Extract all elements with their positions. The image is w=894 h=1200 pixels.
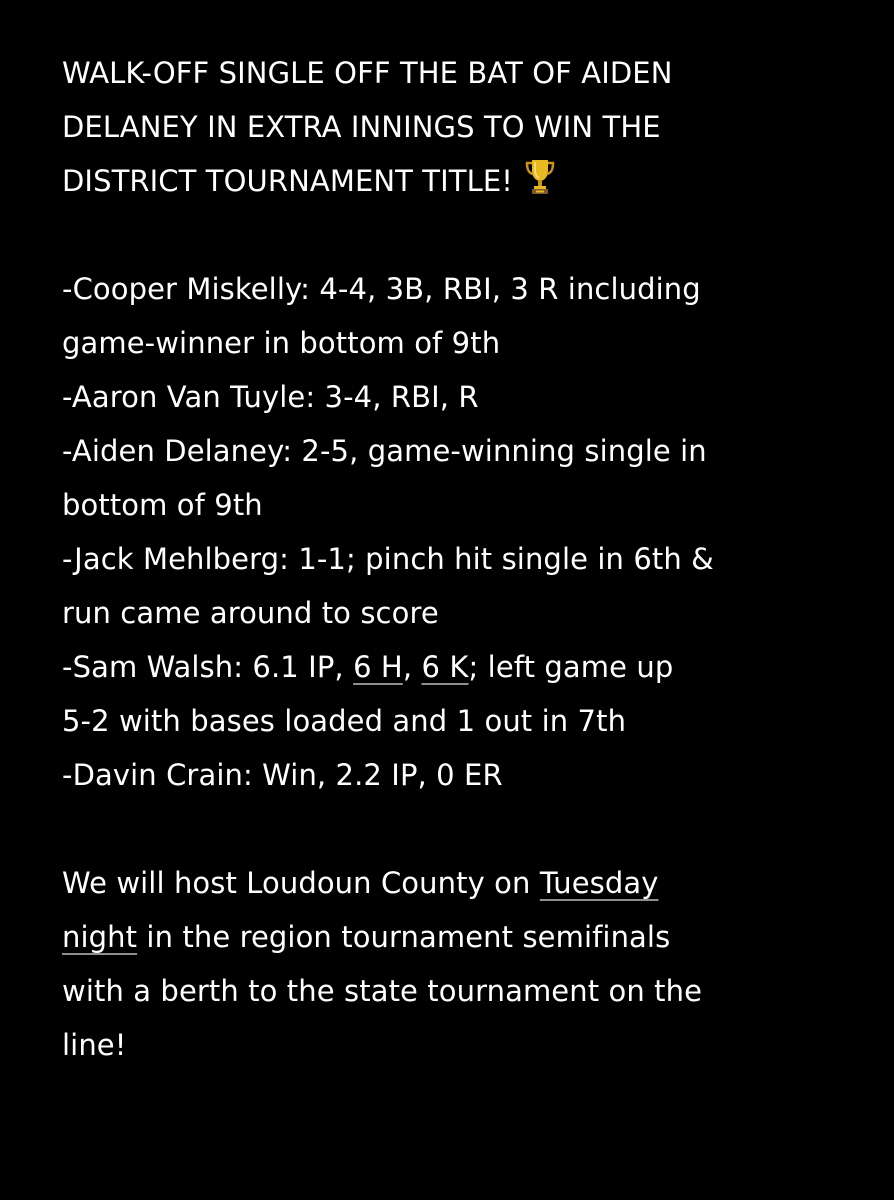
closing-line-1	[62, 856, 862, 910]
closing-line-2-text: in the region tournament semifinals	[137, 920, 671, 954]
closing-line-4: line!	[62, 1028, 127, 1062]
headline-line-3-text: DISTRICT TOURNAMENT TITLE!	[62, 164, 513, 198]
stat-jack-line-2: run came around to score	[62, 596, 439, 630]
detected-date-link-night[interactable]: night	[62, 920, 138, 954]
detected-data-link-strikeouts[interactable]: 6 K	[421, 650, 469, 684]
stat-aaron-line-1: -Aaron Van Tuyle: 3-4, RBI, R	[62, 380, 479, 414]
detected-data-link-hits[interactable]: 6 H	[353, 650, 403, 684]
stat-cooper-line-2: game-winner in bottom of 9th	[62, 326, 501, 360]
closing-line-1-text: We will host Loudoun County on	[62, 866, 540, 900]
closing-line-3: with a berth to the state tournament on the	[62, 974, 703, 1008]
detected-date-link-tuesday[interactable]: Tuesday	[539, 866, 659, 900]
headline-line-3	[62, 154, 862, 208]
stat-sam-line-1	[62, 640, 862, 694]
stat-sam-prefix: -Sam Walsh: 6.1 IP,	[62, 650, 354, 684]
headline-line-2: DELANEY IN EXTRA INNINGS TO WIN THE	[62, 110, 661, 144]
stat-sam-separator: ,	[402, 650, 422, 684]
stat-jack-line-1: -Jack Mehlberg: 1-1; pinch hit single in 6th &	[62, 542, 714, 576]
note-body[interactable]	[62, 46, 862, 1072]
stat-aiden-line-1: -Aiden Delaney: 2-5, game-winning single in	[62, 434, 707, 468]
headline-line-1: WALK-OFF SINGLE OFF THE BAT OF AIDEN	[62, 56, 673, 90]
blank-line	[62, 802, 862, 856]
closing-line-2	[62, 910, 862, 964]
stat-aiden-line-2: bottom of 9th	[62, 488, 263, 522]
stat-sam-suffix: ; left game up	[468, 650, 674, 684]
stat-sam-line-2: 5-2 with bases loaded and 1 out in 7th	[62, 704, 627, 738]
stat-davin-line-1: -Davin Crain: Win, 2.2 IP, 0 ER	[62, 758, 503, 792]
blank-line	[62, 208, 862, 262]
trophy-icon	[523, 157, 557, 195]
stat-cooper-line-1: -Cooper Miskelly: 4-4, 3B, RBI, 3 R including	[62, 272, 701, 306]
